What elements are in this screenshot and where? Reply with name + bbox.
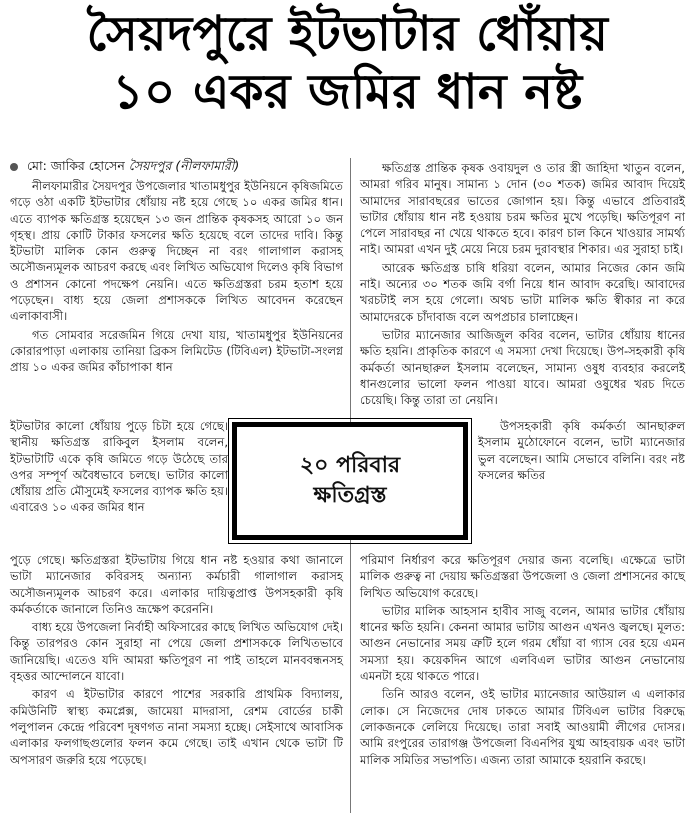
left-column-wrap — [10, 418, 228, 518]
paragraph: পরিমাণ নির্ধারণ করে ক্ষতিপূরণ দেয়ার জন্য বলেছি। এক্ষেত্রে ভাটা মালিক গুরুত্ব না দেয়ায় ক্ষতিগ্রস্তরা উপজেলা ও জেলা প্রশাসনের কাছে লিখিত অভিযোগ করেছে। — [360, 553, 685, 600]
byline — [10, 158, 239, 178]
left-column-bottom — [10, 552, 343, 770]
right-column-wrap — [478, 418, 685, 485]
paragraph: ভাটার মালিক আহসান হাবীব সাজু বলেন, আমার ভাটার ধোঁয়ায় ধানের ক্ষতি হয়নি। কেননা আমার ভাটায় আগুন এখনও জ্বলছে। মূলত: আগুন নেভানোর সময় ত্রুটি হলে গরম ধোঁয়া বা গ্যাস বের হয়ে এমন সমস্যা হয়। কয়েকদিন আগে এলবিএল ভাটার আগুন নেভানোয় এমনটা হয়ে থাকতে পারে। — [360, 603, 685, 684]
byline-author: মো: জাকির হোসেন — [26, 158, 125, 173]
left-column-top — [10, 178, 343, 378]
paragraph: পুড়ে গেছে। ক্ষতিগ্রস্তরা ইটভাটায় গিয়ে ধান নষ্ট হওয়ার কথা জানালে ভাটা ম্যানেজার কবিরসহ অন্যান্য কর্মচারী গালাগাল করাসহ অসৌজন্যমূলক আচরণ করে। এলাকার দায়িত্বপ্রাপ্ত উপসহকারী কৃষি কর্মকর্তাকে জানালে তিনিও ভ্রূক্ষেপ করেননি। — [10, 553, 343, 616]
paragraph: উপসহকারী কৃষি কর্মকর্তা আনছারুল ইসলাম মুঠোফোনে বলেন, ভাটা ম্যানেজার ভুল বলেছেন। আমি সেভাবে বলিনি। বরং নষ্ট ফসলের ক্ষতির — [478, 419, 685, 482]
paragraph: বাধ্য হয়ে উপজেলা নির্বাহী অফিসারের কাছে লিখিত অভিযোগ দেই। কিন্তু তারপরও কোন সুরাহা না পেয়ে জেলা প্রশাসককে লিখিতভাবে জানিয়েছি। এতেও যদি আমরা ক্ষতিপূরণ না পাই তাহলে মানববন্ধনসহ বৃহত্তর আন্দোলনে যাবো। — [10, 620, 343, 684]
paragraph: আরেক ক্ষতিগ্রস্ত চাষি ধরিয়া বলেন, আমার নিজের কোন জমি নাই। অন্যের ৩০ শতক জমি বর্গা নিয়ে ধান আবাদ করেছি। আবাদের খরচটাই লস হয়ে গেলো। অথচ ভাটা মালিক ক্ষতি স্বীকার না করে আমাদেরকে চাঁদাবাজ বলে অপপ্রচার চালাচ্ছেন। — [360, 260, 685, 324]
paragraph: ইটভাটার কালো ধোঁয়ায় পুড়ে চিটা হয়ে গেছে। স্থানীয় ক্ষতিগ্রস্ত রাকিবুল ইসলাম বলেন, ইটভাটাটি একে কৃষি জমিতে গড়ে উঠেছে তার ওপর সম্পূর্ণ অবৈধভাবে চলছে। ভাটার কালো ধোঁয়ায় প্রতি মৌসুমেই ফসলের ব্যাপক ক্ষতি হয়। এবারেও ১০ একর জমির ধান — [10, 419, 228, 515]
paragraph: ভাটার ম্যানেজার আজিজুল কবির বলেন, ভাটার ধোঁয়ায় ধানের ক্ষতি হয়নি। প্রাকৃতিক কারণে এ সমস্যা দেখা দিয়েছে। উপ-সহকারী কৃষি কর্মকর্তা আনছারুল ইসলাম বলেছেন, সামান্য ওষুধ ব্যবহার করলেই ধানগুলোর ভালো ফলন পাওয়া যাবে। আমরা ওষুধের খরচ দিতে চেয়েছি। কিন্তু তারা তা নেয়নি। — [360, 327, 685, 408]
paragraph: ক্ষতিগ্রস্ত প্রান্তিক কৃষক ওবায়দুল ও তার স্ত্রী জাহিদা খাতুন বলেন, আমরা গরিব মানুষ। সামান্য ১ দোন (৩০ শতক) জমির আবাদ দিয়েই আমাদের সারাবছরের ভাতের জোগান হয়। কিন্তু এভাবে প্রতিবারই ভাটার ধোঁয়ায় ধান নষ্ট হওয়ায় চরম ক্ষতির মুখে পড়েছি। ক্ষতিপূরণ না পেলে সারাবছর না খেয়ে থাকতে হবে। কারণ চাল কিনে খাওয়ার সামর্থ্য নাই। আমরা এখন দুই মেয়ে নিয়ে চরম দুরাবস্থার শিকার। এর সুরাহা চাই। — [360, 161, 685, 257]
bullet-icon — [10, 163, 18, 171]
paragraph: কারণ এ ইটভাটার কারণে পাশের সরকারি প্রাথমিক বিদ্যালয়, কমিউনিটি স্বাস্থ্য কমপ্লেক্স, জামেয়া মাদরাসা, রেশম বোর্ডের চাকী পলুপালন কেন্দ্রে পরিবেশ দূষণগত নানা সমস্যা হচ্ছে। সেইসাথে আবাসিক এলাকার ফলগাছগুলোর ফলন কমে গেছে। তাই এখান থেকে ভাটা টি অপসারণ জরুরি হয়ে পড়েছে। — [10, 687, 343, 767]
headline-line-1: সৈয়দপুরে ইটভাটার ধোঁয়ায় — [86, 6, 609, 62]
pull-quote-line-1: ২০ পরিবার — [299, 453, 401, 478]
headline-line-2: ১০ একর জমির ধান নষ্ট — [112, 64, 583, 120]
byline-place: সৈয়দপুর (নীলফামারী) — [128, 158, 240, 173]
pull-quote-box — [232, 422, 468, 540]
paragraph: গত সোমবার সরেজমিন গিয়ে দেখা যায়, খাতামধুপুর ইউনিয়নের কোরারপাড়া এলাকায় তানিয়া ব্রিকস লিমিটেড (টিবিএল) ইটভাটা-সংলগ্ন প্রায় ১০ একর জমির কাঁচাপাকা ধান — [10, 327, 343, 375]
right-column-top — [360, 160, 685, 410]
paragraph: তিনি আরও বলেন, ওই ভাটার ম্যানেজার আউয়াল এ এলাকার লোক। সে নিজেদের দোষ ঢাকতে আমার টিবিএল ভাটার বিরুদ্ধে লোকজনকে লেলিয়ে দিয়েছে। তারা সবাই আওয়ামী লীগের দোসর। আমি রংপুরের তারাগঞ্জ উপজেলা বিএনপির যুগ্ম আহবায়ক এবং ভাটা মালিক সমিতির সভাপতি। এজন্য তারা আমাকে হয়রানি করছে। — [360, 687, 685, 767]
pull-quote-line-2: ক্ষতিগ্রস্ত — [313, 483, 387, 508]
paragraph: নীলফামারীর সৈয়দপুর উপজেলার খাতামধুপুর ইউনিয়নে কৃষিজমিতে গড়ে ওঠা একটি ইটভাটার ধোঁয়ায় নষ্ট হয়ে গেছে ১০ একর জমির ধান। এতে ব্যাপক ক্ষতিগ্রস্ত হয়েছেন ১৩ জন প্রান্তিক কৃষকসহ আরো ১০ জন গৃহস্থ। প্রায় কোটি টাকার ফসলের ক্ষতি হয়েছে বলে তাদের দাবি। কিন্তু ইটভাটা মালিক কোন গুরুত্ব দিচ্ছেন না বরং গালাগাল করাসহ অসৌজন্যমূলক আচরণ করছে এবং লিখিত অভিযোগ দিলেও কৃষি বিভাগ ও প্রশাসন কোনো পদক্ষেপ নেয়নি। এতে ক্ষতিগ্রস্তরা চরম হতাশ হয়ে পড়েছেন। বাধ্য হয়ে জেলা প্রশাসককে লিখিত আবেদন করেছেন এলাকাবাসী। — [10, 179, 343, 324]
right-column-bottom — [360, 552, 685, 770]
